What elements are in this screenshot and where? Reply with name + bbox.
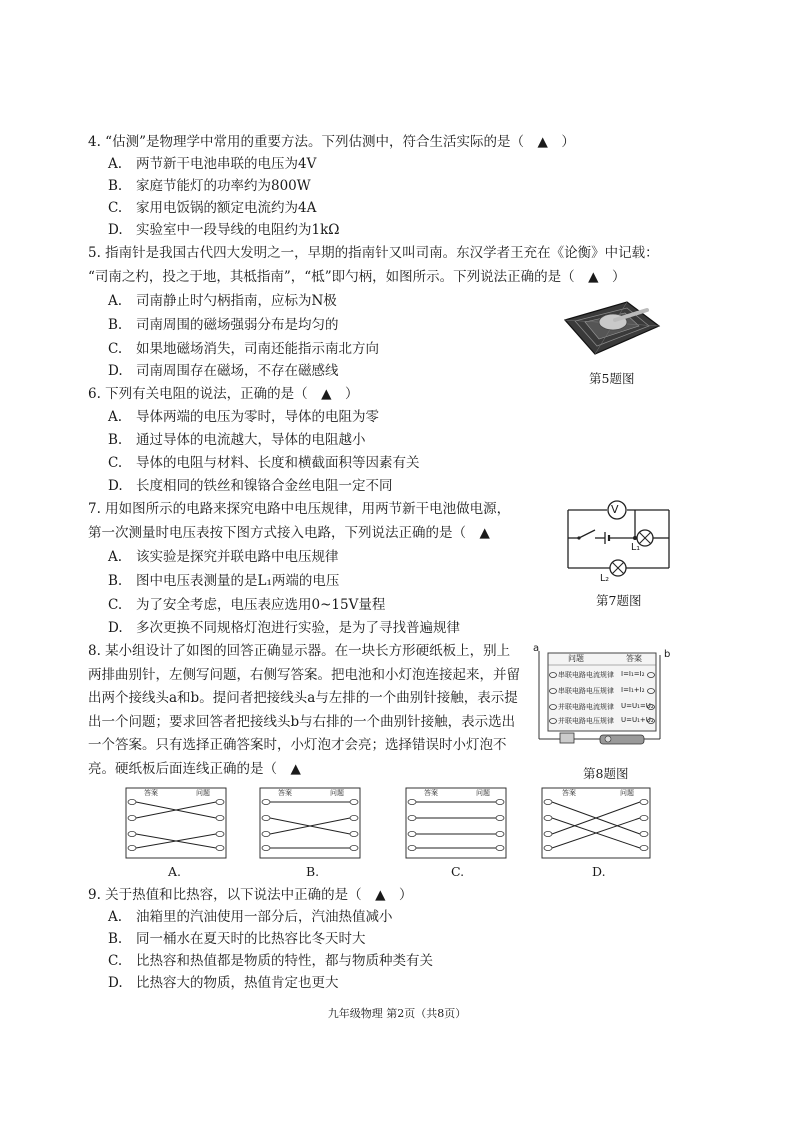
q5-stem-line2: “司南之杓，投之于地，其柢指南”，“柢”即勺柄，如图所示。下列说法正确的是（ ▲ ） (88, 269, 626, 285)
board-question-3: 并联电路电流规律 (558, 703, 614, 711)
choice-c-right-header: 问题 (476, 789, 490, 797)
answer-board-figure (533, 643, 671, 747)
q8-figure-caption: 第8题图 (583, 766, 629, 781)
board-answer-3: U=U₁=U₂ (621, 702, 654, 710)
q9-option-d: D. 比热容大的物质，热值肯定也更大 (108, 975, 339, 991)
q6-option-b: B. 通过导体的电流越大，导体的电阻越小 (108, 432, 366, 448)
lamp1-label: L₁ (631, 542, 641, 553)
choice-b-label: B. (306, 864, 320, 879)
q7-stem-line1: 7. 用如图所示的电路来探究电路中电压规律，用两节新干电池做电源， (88, 501, 511, 517)
choice-c-label: C. (451, 864, 465, 879)
choice-d-label: D. (592, 864, 606, 879)
q6-stem: 6. 下列有关电阻的说法，正确的是（ ▲ ） (88, 386, 359, 402)
q7-figure-caption: 第7题图 (596, 593, 642, 608)
q5-option-c: C. 如果地磁场消失，司南还能指示南北方向 (108, 341, 379, 357)
choice-b-right-header: 问题 (330, 789, 344, 797)
q4-option-b: B. 家庭节能灯的功率约为800W (108, 178, 311, 194)
q8-stem: 8. 某小组设计了如图的回答正确显示器。在一块长方形硬纸板上，别上两排曲别针，左侧写问题，右侧写答案。把电池和小灯泡连接起来，并留出两个接线头a和b。提问者把接线头a与左排的一个曲别针接触，表示提出一个问题；要求回答者把接线头b与右排的一个曲别针接触，表示选出一个答案。只有选择正确答案时，小灯泡才会亮；选择错误时小灯泡不亮。硬纸板后面连线正确的是（ ▲ (88, 643, 520, 777)
board-answer-1: I=I₁=I₂ (621, 670, 645, 678)
choice-c-left-header: 答案 (424, 789, 438, 797)
q7-stem-line2: 第一次测量时电压表按下图方式接入电路，下列说法正确的是（ ▲ (88, 525, 490, 541)
q5-stem-line1: 5. 指南针是我国古代四大发明之一，早期的指南针又叫司南。东汉学者王充在《论衡》中记载： (88, 245, 659, 261)
choice-d-right-header: 问题 (620, 789, 634, 797)
q9-stem: 9. 关于热值和比热容，以下说法中正确的是（ ▲ ） (88, 887, 413, 903)
circuit-figure (565, 500, 675, 590)
lamp2-label: L₂ (600, 573, 610, 584)
choice-a-diagram (124, 786, 228, 860)
q4-option-c: C. 家用电饭锅的额定电流约为4A (108, 200, 317, 216)
terminal-a-label: a (533, 643, 540, 654)
q6-option-a: A. 导体两端的电压为零时，导体的电阻为零 (108, 409, 379, 425)
board-header-question: 问题 (568, 654, 584, 663)
board-question-2: 串联电路电压规律 (558, 687, 614, 695)
q5-option-d: D. 司南周围存在磁场，不存在磁感线 (108, 363, 339, 379)
q9-option-c: C. 比热容和热值都是物质的特性，都与物质种类有关 (108, 953, 433, 969)
choice-d-left-header: 答案 (562, 789, 576, 797)
board-question-4: 并联电路电压规律 (558, 717, 614, 725)
sinan-figure (555, 292, 665, 362)
board-question-1: 串联电路电流规律 (558, 671, 614, 679)
board-answer-2: I=I₁+I₂ (621, 686, 645, 694)
choice-d-diagram (540, 786, 652, 860)
q7-option-d: D. 多次更换不同规格灯泡进行实验，是为了寻找普遍规律 (108, 620, 460, 636)
q5-option-b: B. 司南周围的磁场强弱分布是均匀的 (108, 317, 339, 333)
choice-a-label: A. (168, 864, 182, 879)
q7-option-b: B. 图中电压表测量的是L₁两端的电压 (108, 573, 340, 589)
q7-option-a: A. 该实验是探究并联电路中电压规律 (108, 549, 339, 565)
choice-a-left-header: 答案 (144, 789, 158, 797)
q6-option-c: C. 导体的电阻与材料、长度和横截面积等因素有关 (108, 455, 420, 471)
q7-option-c: C. 为了安全考虑，电压表应选用0~15V量程 (108, 597, 386, 613)
q4-option-d: D. 实验室中一段导线的电阻约为1kΩ (108, 222, 340, 238)
terminal-b-label: b (664, 649, 671, 660)
board-answer-4: U=U₁+U₂ (621, 716, 654, 724)
choice-c-diagram (404, 786, 508, 860)
q5-figure-caption: 第5题图 (589, 371, 635, 386)
page-footer: 九年级物理 第2页（共8页） (327, 1007, 467, 1020)
board-header-answer: 答案 (626, 654, 642, 663)
q6-option-d: D. 长度相同的铁丝和镍铬合金丝电阻一定不同 (108, 478, 393, 494)
q9-option-b: B. 同一桶水在夏天时的比热容比冬天时大 (108, 931, 366, 947)
q4-stem: 4. “估测”是物理学中常用的重要方法。下列估测中，符合生活实际的是（ ▲ ） (88, 134, 575, 150)
q9-option-a: A. 油箱里的汽油使用一部分后，汽油热值减小 (108, 909, 393, 925)
choice-b-diagram (258, 786, 362, 860)
voltmeter-label: V (611, 503, 619, 516)
q5-option-a: A. 司南静止时勺柄指南，应标为N极 (108, 293, 337, 309)
q4-option-a: A. 两节新干电池串联的电压为4V (108, 156, 317, 172)
choice-a-right-header: 问题 (196, 789, 210, 797)
choice-b-left-header: 答案 (278, 789, 292, 797)
